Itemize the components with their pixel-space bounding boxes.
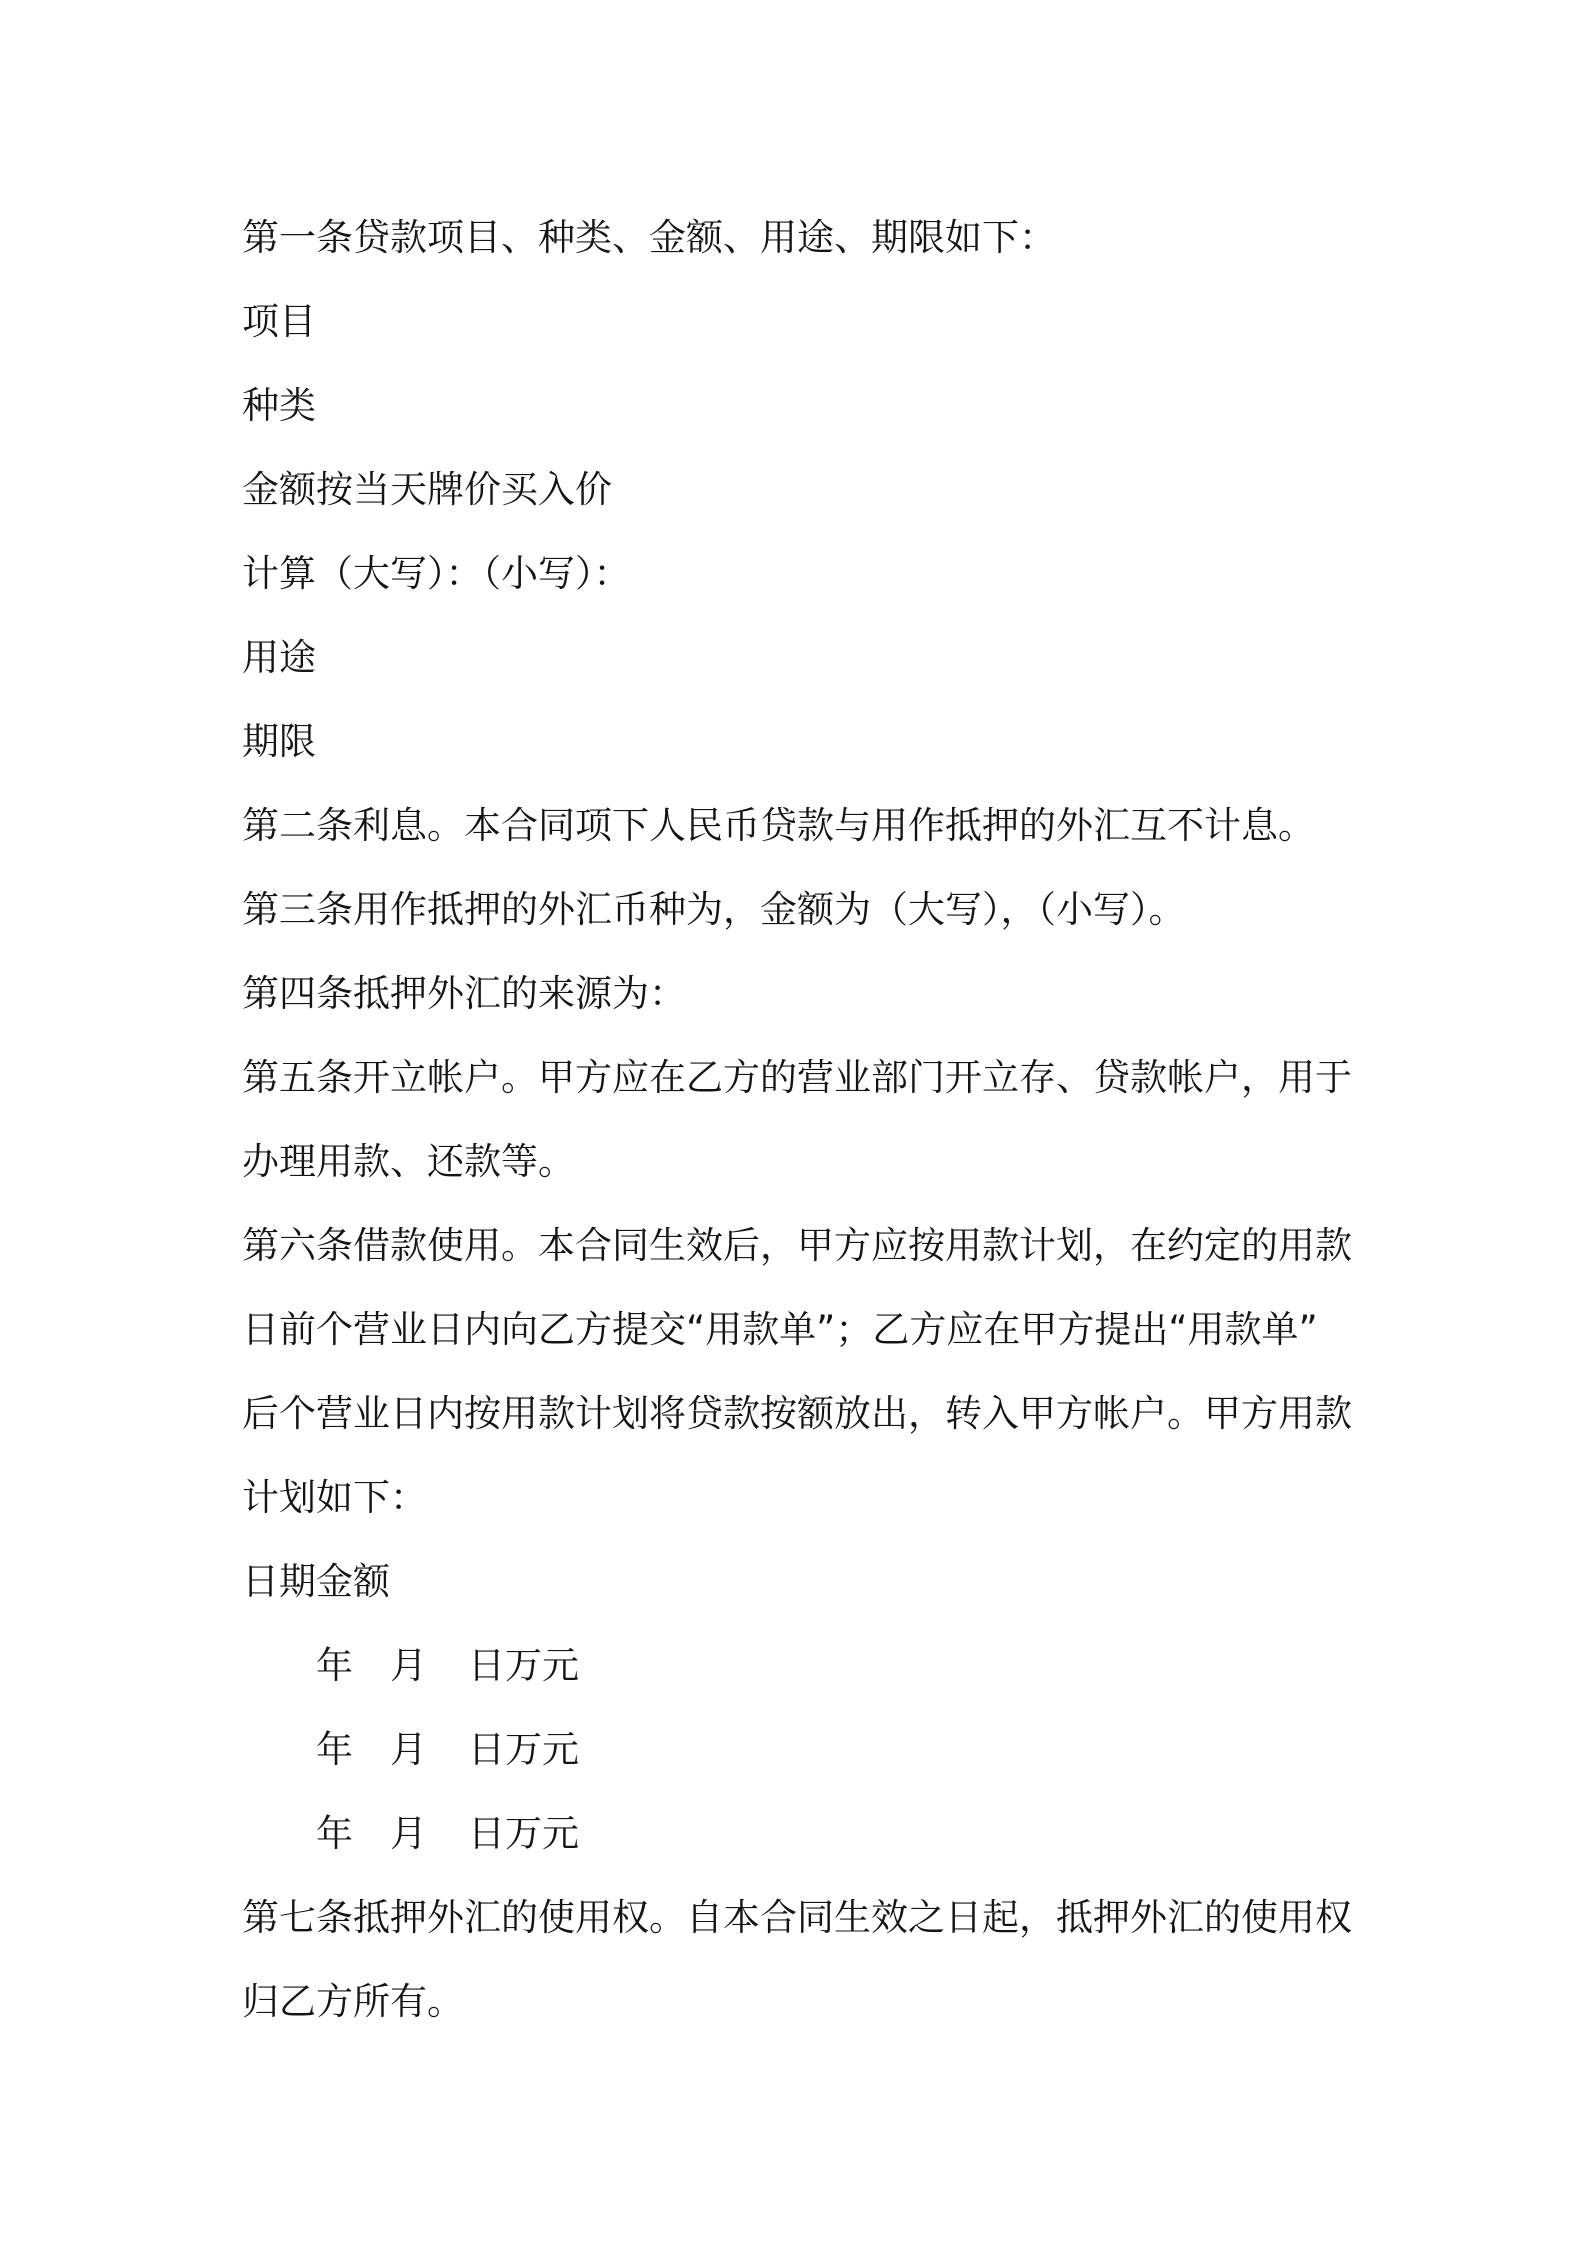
schedule-row <box>242 1624 1372 1708</box>
article-5-account-line-2: 办理用款、还款等。 <box>242 1140 575 1183</box>
schedule-day-amount: 日万元 <box>468 1644 579 1687</box>
schedule-header: 日期金额 <box>242 1560 390 1603</box>
article-5-account-line-1: 第五条开立帐户。甲方应在乙方的营业部门开立存、贷款帐户，用于 <box>242 1056 1352 1099</box>
article-2-interest: 第二条利息。本合同项下人民币贷款与用作抵押的外汇互不计息。 <box>242 804 1315 847</box>
item-amount-label: 金额按当天牌价买入价 <box>242 468 612 511</box>
schedule-month: 月 <box>390 1644 427 1687</box>
item-term-label: 期限 <box>242 720 316 763</box>
item-purpose-label: 用途 <box>242 636 316 679</box>
schedule-month: 月 <box>390 1812 427 1855</box>
schedule-row <box>242 1708 1372 1792</box>
schedule-day-amount: 日万元 <box>468 1812 579 1855</box>
article-6-usage-line-4: 计划如下： <box>242 1476 427 1519</box>
article-7-usage-right-line-1: 第七条抵押外汇的使用权。自本合同生效之日起，抵押外汇的使用权 <box>242 1896 1352 1939</box>
item-calculation-label: 计算（大写）：（小写）： <box>242 552 631 595</box>
article-7-usage-right-line-2: 归乙方所有。 <box>242 1980 464 2023</box>
schedule-month: 月 <box>390 1728 427 1771</box>
article-6-usage-line-2: 日前个营业日内向乙方提交“用款单”；乙方应在甲方提出“用款单” <box>242 1308 1318 1351</box>
article-6-usage-line-1: 第六条借款使用。本合同生效后，甲方应按用款计划，在约定的用款 <box>242 1224 1352 1267</box>
schedule-row <box>242 1792 1372 1876</box>
schedule-year: 年 <box>316 1644 353 1687</box>
article-6-usage-line-3: 后个营业日内按用款计划将贷款按额放出，转入甲方帐户。甲方用款 <box>242 1392 1352 1435</box>
article-1-heading: 第一条贷款项目、种类、金额、用途、期限如下： <box>242 216 1056 259</box>
item-project-label: 项目 <box>242 300 316 343</box>
schedule-day-amount: 日万元 <box>468 1728 579 1771</box>
schedule-year: 年 <box>316 1812 353 1855</box>
article-4-source: 第四条抵押外汇的来源为： <box>242 972 686 1015</box>
item-type-label: 种类 <box>242 384 316 427</box>
schedule-year: 年 <box>316 1728 353 1771</box>
article-3-currency: 第三条用作抵押的外汇币种为，金额为（大写），（小写）。 <box>242 888 1186 931</box>
contract-text <box>242 196 1372 2044</box>
